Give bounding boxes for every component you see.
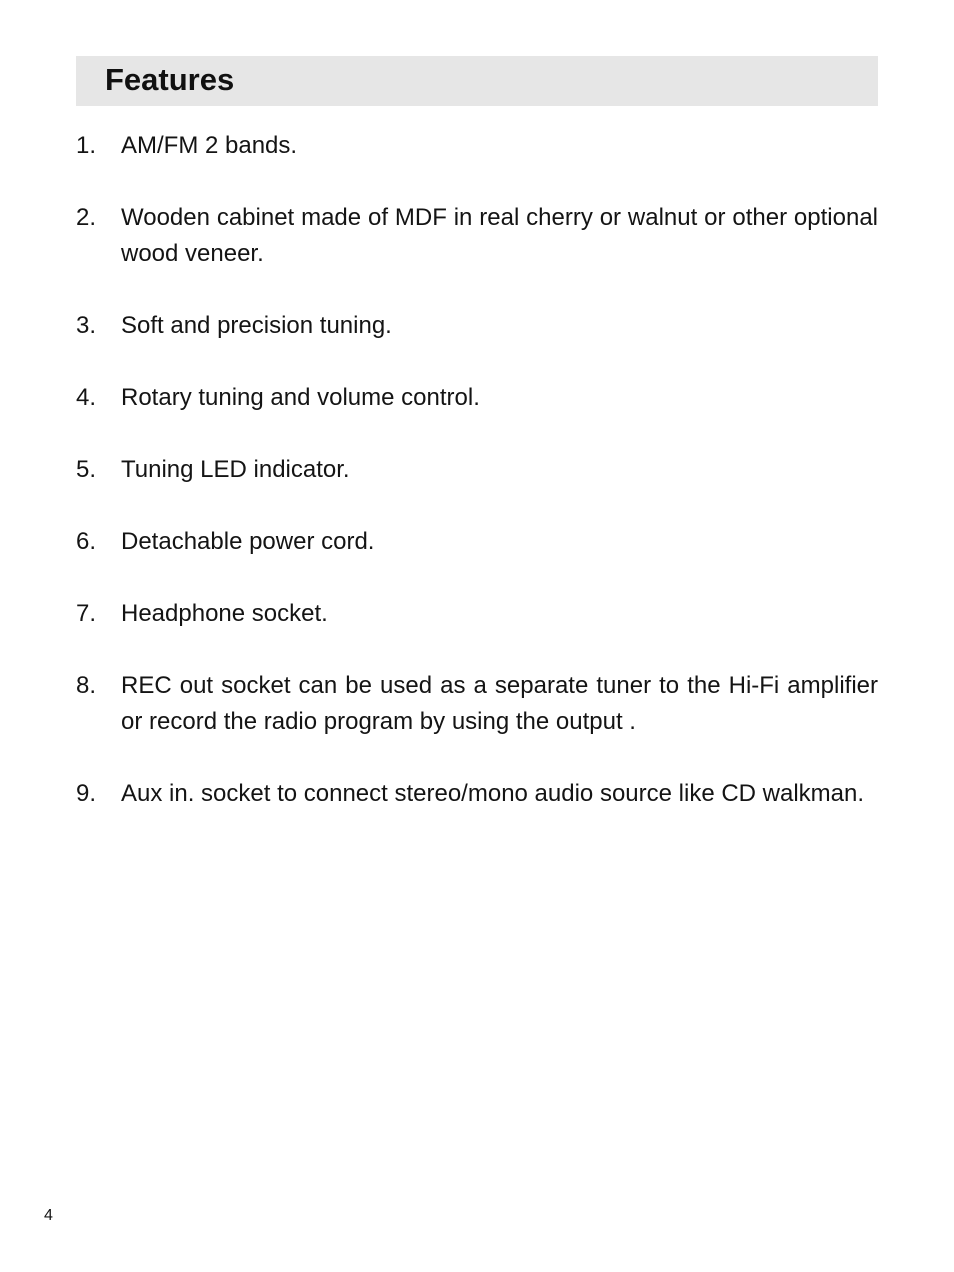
feature-text: REC out socket can be used as a separate tuner to the Hi-Fi amplifier or record the radio program by using the output . — [121, 672, 878, 735]
feature-text: Rotary tuning and volume control. — [121, 384, 480, 411]
feature-number: 5. — [76, 456, 97, 483]
feature-number: 7. — [76, 600, 97, 627]
section-header — [76, 56, 878, 106]
feature-number: 8. — [76, 672, 97, 699]
feature-number: 9. — [76, 780, 97, 807]
feature-item — [76, 128, 878, 164]
feature-text: Detachable power cord. — [121, 528, 375, 555]
feature-number: 1. — [76, 132, 97, 159]
feature-number: 6. — [76, 528, 97, 555]
feature-item — [76, 668, 878, 740]
feature-item — [76, 596, 878, 632]
feature-text: Tuning LED indicator. — [121, 456, 350, 483]
feature-text: AM/FM 2 bands. — [121, 132, 298, 159]
feature-number: 2. — [76, 204, 97, 231]
feature-text: Soft and precision tuning. — [121, 312, 392, 339]
feature-item — [76, 200, 878, 272]
feature-item — [76, 308, 878, 344]
section-title: Features — [105, 62, 235, 97]
feature-item — [76, 380, 878, 416]
feature-number: 3. — [76, 312, 97, 339]
feature-text: Wooden cabinet made of MDF in real cherry or walnut or other optional wood veneer. — [121, 204, 878, 267]
feature-text: Headphone socket. — [121, 600, 328, 627]
feature-item — [76, 776, 878, 812]
feature-number: 4. — [76, 384, 97, 411]
feature-item — [76, 452, 878, 488]
page-number: 4 — [44, 1207, 53, 1224]
feature-text: Aux in. socket to connect stereo/mono audio source like CD walkman. — [121, 780, 865, 807]
feature-item — [76, 524, 878, 560]
features-list — [76, 128, 878, 848]
